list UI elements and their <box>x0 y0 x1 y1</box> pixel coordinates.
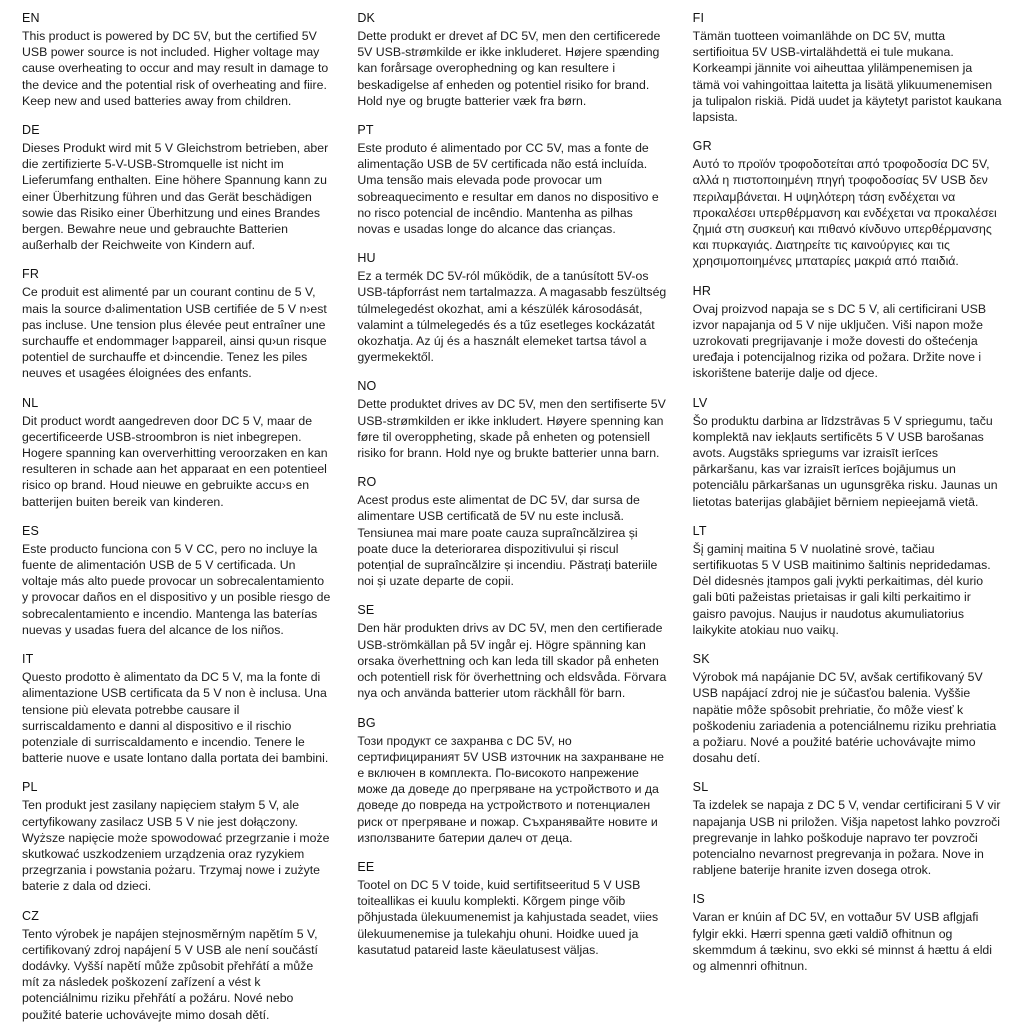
language-code-label: FR <box>22 267 40 282</box>
language-notice-text: Ovaj proizvod napaja se s DC 5 V, ali certificirani USB izvor napajanja od 5 V nije uključen. Viši napon može uzrokovati pregrijavanje i može dovesti do oštećenja uređaja i potencijalnog rizika od požara. Držite nove i iskorištene baterije dalje od djece. <box>692 301 987 381</box>
language-notice-text: Este producto funciona con 5 V CC, pero no incluye la fuente de alimentación USB de 5 V certificada. Un voltaje más alto puede provocar un sobrecalentamiento y provocar daños en el dispositivo y un posible riesgo de sobrecalentamiento e incendio. Mantenga las baterías nuevas y usadas fuera del alcance de los niños. <box>22 541 331 637</box>
language-section-fr <box>22 266 331 381</box>
language-section-se <box>357 602 666 701</box>
language-section-is <box>693 891 1002 974</box>
language-code-label: LV <box>692 395 708 410</box>
language-code-label: RO <box>357 475 377 490</box>
language-code-label: HR <box>692 283 712 298</box>
language-section-bg <box>357 715 666 846</box>
language-code-label: FI <box>692 11 705 25</box>
language-section-hr <box>693 283 1002 382</box>
language-code-label: SL <box>692 780 709 795</box>
language-code-label: DK <box>357 11 376 25</box>
language-code-label: EN <box>22 11 40 25</box>
language-section-ro <box>357 474 666 589</box>
language-section-gr <box>693 138 1002 269</box>
language-notice-text: Dette produktet drives av DC 5V, men den sertifiserte 5V USB-strømkilden er ikke inkludert. Høyere spenning kan føre til overoppheting, skade på enheten og potensiell risiko for brann. Hold nye og brukte batterier unna barn. <box>357 397 666 461</box>
language-notice-text: Varan er knúin af DC 5V, en vottaður 5V USB aflgjafi fylgir ekki. Hærri spenna gæti valdið ofhitnun og skemmdum á tækinu, svo ekki sé minnst á hættu á eldi og almennri ofhitnun. <box>692 910 993 973</box>
language-section-nl <box>22 395 331 510</box>
language-section-pt <box>357 122 666 237</box>
language-notice-text: Dieses Produkt wird mit 5 V Gleichstrom betrieben, aber die zertifizierte 5-V-USB-Stromquelle ist nicht im Lieferumfang enthalten. Eine höhere Spannung kann zu einer Überhitzung führen und das Gerät beschädigen sowie das Risiko einer Überhitzung und eines Brandes bergen. Bewahre neue und gebrauchte Batterien außerhalb der Reichweite von Kindern auf. <box>22 141 329 253</box>
language-notice-text: Šį gaminį maitina 5 V nuolatinė srovė, tačiau sertifikuotas 5 V USB maitinimo šaltinis nepridedamas. Dėl didesnės įtampos gali įvykti perkaitimas, dėl kurio gali būti pažeistas prietaisas ir gali kilti perkaitimo ir gaisro pavojus. Naujus ir naudotus akumuliatorius laikykite atokiau nuo vaikų. <box>692 541 991 637</box>
language-notice-text: Този продукт се захранва с DC 5V, но сертифицираният 5V USB източник на захранване не е включен в комплекта. По-високото напрежение може да доведе до прегряване на устройството и да доведе до повреда на устройството и потенциален риск от прегряване и пожар. Съхранявайте новите и използваните батерии далеч от деца. <box>357 733 664 845</box>
language-notice-text: Ez a termék DC 5V-ról működik, de a tanúsított 5V-os USB-tápforrást nem tartalmazza. A magasabb feszültség túlmelegedést okozhat, ami a készülék károsodását, valamint a túlmelegedés és a tűz esetleges kockázatát okozhatja. Az új és a használt elemeket tartsa távol a gyermekektől. <box>357 269 667 365</box>
language-notice-text: Αυτό το προϊόν τροφοδοτείται από τροφοδοσία DC 5V, αλλά η πιστοποιημένη πηγή τροφοδοσίας 5V USB δεν περιλαμβάνεται. Η υψηλότερη τάση ενδέχεται να προκαλέσει υπερθέρμανση και ενδέχεται να προκαλέσει ζημιά στη συσκευή και πιθανό κίνδυνο υπερθέρμανσης και πυρκαγιάς. Διατηρείτε τις καινούργιες και τις χρησιμοποιημένες μπαταρίες μακριά από παιδιά. <box>692 157 997 269</box>
language-section-lv <box>693 395 1002 510</box>
language-section-fi <box>693 10 1002 125</box>
language-notice-text: Dette produkt er drevet af DC 5V, men den certificerede 5V USB-strømkilde er ikke inkluderet. Højere spænding kan forårsage overophedning og kan resultere i beskadigelse af enheden og potentiel risiko for brand. Hold nye og brugte batterier væk fra børn. <box>357 29 661 108</box>
language-code-label: IS <box>692 892 705 907</box>
language-section-no <box>357 378 666 461</box>
language-notice-text: Ten produkt jest zasilany napięciem stałym 5 V, ale certyfikowany zasilacz USB 5 V nie jest dołączony. Wyższe napięcie może spowodować przegrzanie i może skutkować uszkodzeniem urządzenia oraz ryzykiem przegrzania i powstania pożaru. Trzymaj nowe i zużyte baterie z dala od dzieci. <box>22 798 330 894</box>
language-notice-text: This product is powered by DC 5V, but the certified 5V USB power source is not included. Higher voltage may cause overheating to occur and may result in damage to the device and the potential risk of overheating and fiire. Keep new and used batteries away from children. <box>22 29 329 108</box>
column-left <box>22 10 331 1022</box>
language-code-label: BG <box>357 715 376 730</box>
language-notice-text: Výrobok má napájanie DC 5V, avšak certifikovaný 5V USB napájací zdroj nie je súčasťou balenia. Vyššie napätie môže spôsobit prehriatie, čo môže viesť k poškodeniu zariadenia a potenciálnemu riziku prehriatia a požiaru. Nové a použité batérie uchovávajte mimo dosahu detí. <box>692 670 997 766</box>
language-section-lt <box>693 523 1002 638</box>
language-notice-text: Dit product wordt aangedreven door DC 5 V, maar de gecertificeerde USB-stroombron is niet inbegrepen. Hogere spanning kan oververhitting veroorzaken en kan resulteren in schade aan het apparaat en een potentieel risico op brand. Houd nieuwe en gebruikte accu›s en batterijen buiten bereik van kinderen. <box>22 413 328 509</box>
language-section-it <box>22 651 331 766</box>
language-code-label: PL <box>22 780 38 795</box>
language-section-sk <box>693 651 1002 766</box>
language-code-label: LT <box>692 523 707 538</box>
language-notice-text: Šo produktu darbina ar līdzstrāvas 5 V spriegumu, taču komplektā nav iekļauts sertificēts 5 V USB barošanas avots. Augstāks spriegums var izraisīt ierīces pārkaršanu, kas var izraisīt ierīces bojājumus un potenciālu pārkaršanas un ugunsgrēka risku. Jaunas un lietotas baterijas glabājiet bērniem nepieejamā vietā. <box>692 413 998 509</box>
language-code-label: EE <box>357 859 375 874</box>
column-middle <box>357 10 666 1016</box>
language-notice-text: Tootel on DC 5 V toide, kuid sertifitseeritud 5 V USB toiteallikas ei kuulu komplekti. Kõrgem pinge võib põhjustada ülekuumenemist ja kahjustada seadet, viies ülekuumenemise ja tulekahju ohuni. Hoidke uued ja kasutatud patareid laste käeulatusest väljas. <box>357 877 659 957</box>
language-code-label: ES <box>22 523 40 538</box>
language-section-ee <box>357 859 666 958</box>
language-section-hu <box>357 250 666 365</box>
language-notice-text: Ta izdelek se napaja z DC 5 V, vendar certificirani 5 V vir napajanja USB ni priložen. Višja napetost lahko povzroči pregrevanje in lahko poškoduje napravo ter povzroči potencialno nevarnost pregrevanja in požara. Nove in rabljene baterije hranite izven dosega otrok. <box>692 798 1001 878</box>
language-notice-text: Este produto é alimentado por CC 5V, mas a fonte de alimentação USB de 5V certificada não está incluída. Uma tensão mais elevada pode provocar um sobreaquecimento e resultar em danos no dispositivo e no risco potencial de incêndio. Mantenha as pilhas novas e usadas longe do alcance das crianças. <box>357 141 659 237</box>
language-code-label: CZ <box>22 908 40 923</box>
language-code-label: NO <box>357 379 377 394</box>
language-code-label: SE <box>357 603 375 618</box>
language-notice-text: Ce produit est alimenté par un courant continu de 5 V, mais la source d›alimentation USB certifiée de 5 V n›est pas incluse. Une tension plus élevée peut entraîner une surchauffe et endommager l›appareil, ainsi qu›un risque potentiel de surchauffe et d›incendie. Tenez les piles neuves et usagées éloignées des enfants. <box>22 285 327 381</box>
language-code-label: HU <box>357 251 376 266</box>
language-code-label: SK <box>692 652 710 667</box>
language-section-en <box>22 10 331 109</box>
language-notice-text: Tento výrobek je napájen stejnosměrným napětím 5 V, certifikovaný zdroj napájení 5 V USB ale není součástí dodávky. Vyšší napětí může způsobit přehřátí a může mít za následek poškození zařízení a vést k potenciálnimu riziku přehřátí a požáru. Nové nebo použité baterie uchovávejte mimo dosah dětí. <box>22 926 318 1022</box>
language-code-label: DE <box>22 123 40 138</box>
language-code-label: NL <box>22 395 39 410</box>
language-code-label: GR <box>692 139 712 154</box>
language-notice-text: Tämän tuotteen voimanlähde on DC 5V, mutta sertifioitua 5V USB-virtalähdettä ei tule mukana. Korkeampi jännite voi aiheuttaa ylilämpenemisen ja tämä voi vahingoittaa laitetta ja lisätä ylikuumenemisen ja tulipalon riskiä. Pidä uudet ja käytetyt paristot kaukana lapsista. <box>692 29 1002 125</box>
language-notice-text: Acest produs este alimentat de DC 5V, dar sursa de alimentare USB certificată de 5V nu este inclusă. Tensiunea mai mare poate cauza supraîncălzirea și poate duce la deteriorarea dispozitivului și riscul potențial de supraîncălzire și incendiu. Păstrați bateriile noi și uzate departe de copii. <box>357 493 658 589</box>
language-section-pl <box>22 779 331 894</box>
language-section-sl <box>693 779 1002 878</box>
language-section-de <box>22 122 331 253</box>
language-section-es <box>22 523 331 638</box>
language-section-dk <box>357 10 666 109</box>
language-notice-text: Questo prodotto è alimentato da DC 5 V, ma la fonte di alimentazione USB certificata da 5 V non è inclusa. Una tensione più elevata potrebbe causare il surriscaldamento e danni al dispositivo e il rischio potenziale di surriscaldamento e incendio. Tenere le batterie nuove e usate lontano dalla portata dei bambini. <box>22 670 329 766</box>
language-section-cz <box>22 908 331 1023</box>
language-notice-text: Den här produkten drivs av DC 5V, men den certifierade USB-strömkällan på 5V ingår ej. Högre spänning kan orsaka överhettning och kan leda till skador på enheten och potentiell risk för överhettning och eldsvåda. Förvara nya och använda batterier utom räckhåll för barn. <box>357 621 667 701</box>
column-right <box>693 10 1002 1016</box>
language-code-label: IT <box>22 652 34 667</box>
language-code-label: PT <box>357 123 374 138</box>
